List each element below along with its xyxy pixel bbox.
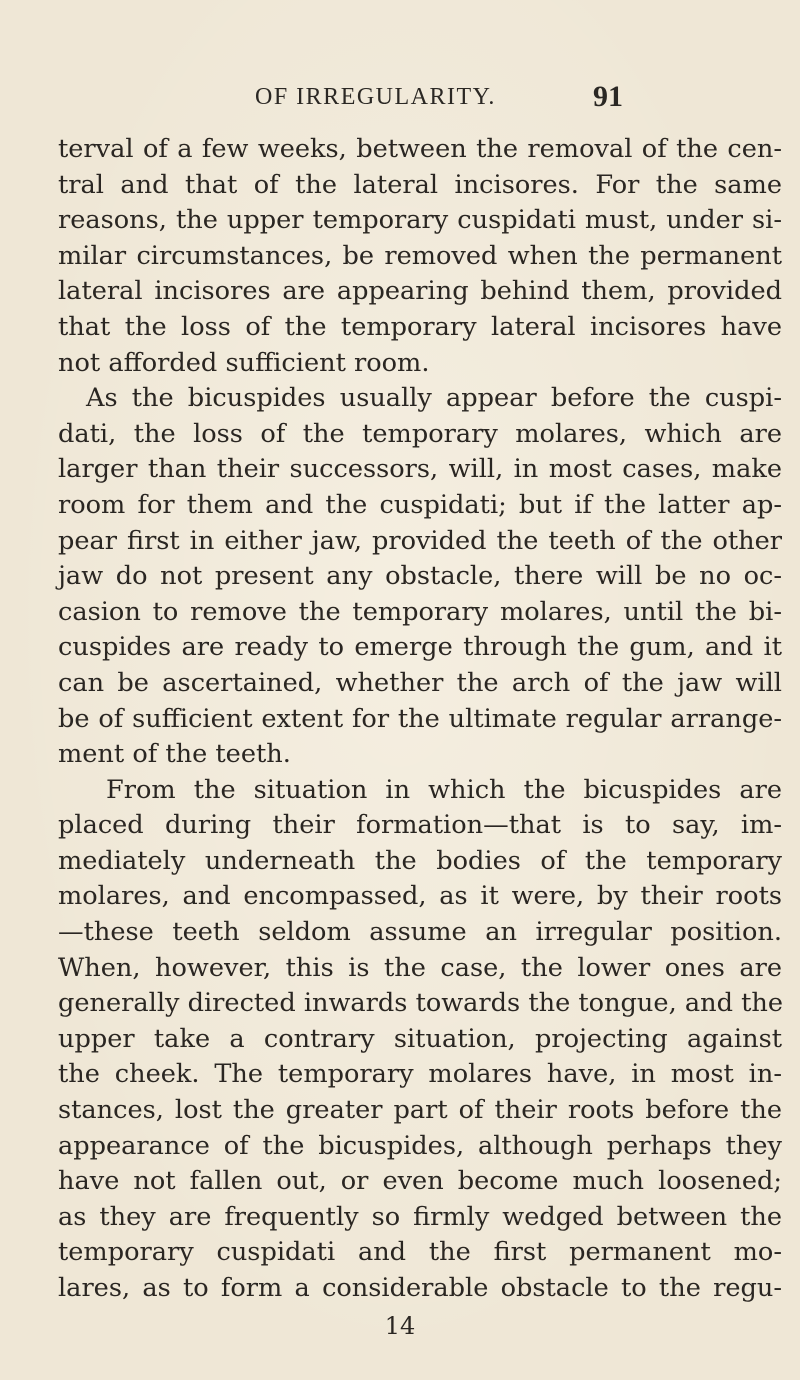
text-line: the cheek. The temporary molares have, in most in- bbox=[58, 1059, 782, 1090]
text-line: lares, as to form a considerable obstacle to the regu- bbox=[58, 1273, 782, 1303]
text-line: mediately underneath the bodies of the temporary bbox=[58, 845, 782, 876]
page-number: 91 bbox=[593, 80, 623, 113]
text-line: lateral incisores are appearing behind them, provided bbox=[58, 276, 782, 307]
text-line: terval of a few weeks, between the removal of the cen- bbox=[58, 134, 782, 164]
text-line: From the situation in which the bicuspides are bbox=[106, 774, 782, 805]
text-line: molares, and encompassed, as it were, by their roots bbox=[58, 881, 782, 912]
text-line: milar circumstances, be removed when the permanent bbox=[58, 240, 782, 271]
running-title: OF IRREGULARITY. bbox=[255, 84, 496, 110]
text-line: reasons, the upper temporary cuspidati must, under si- bbox=[58, 205, 782, 236]
text-line: jaw do not present any obstacle, there will be no oc- bbox=[58, 561, 782, 592]
text-line: ment of the teeth. bbox=[58, 739, 291, 770]
text-line: larger than their successors, will, in most cases, make bbox=[58, 454, 782, 485]
text-line: upper take a contrary situation, projecting against bbox=[58, 1023, 782, 1054]
text-line: be of sufficient extent for the ultimate regular arrange- bbox=[58, 703, 782, 734]
text-line: that the loss of the temporary lateral incisores have bbox=[58, 311, 782, 342]
text-line: generally directed inwards towards the tongue, and the bbox=[58, 988, 784, 1019]
text-line: as they are frequently so firmly wedged between the bbox=[58, 1201, 782, 1232]
text-line: —these teeth seldom assume an irregular position. bbox=[58, 917, 782, 948]
text-line: dati, the loss of the temporary molares, which are bbox=[58, 418, 782, 449]
text-line: appearance of the bicuspides, although perhaps they bbox=[58, 1130, 782, 1161]
text-line: casion to remove the temporary molares, until the bi- bbox=[58, 596, 782, 627]
text-line: have not fallen out, or even become much loosened; bbox=[58, 1166, 782, 1197]
text-line: temporary cuspidati and the first permanent mo- bbox=[58, 1237, 782, 1268]
text-line: room for them and the cuspidati; but if the latter ap- bbox=[58, 489, 782, 520]
text-line: not afforded sufficient room. bbox=[58, 347, 430, 378]
text-line: When, however, this is the case, the lower ones are bbox=[58, 952, 782, 983]
running-head bbox=[60, 80, 760, 120]
text-line: tral and that of the lateral incisores. For the same bbox=[58, 169, 782, 200]
signature-mark: 14 bbox=[384, 1312, 416, 1340]
body-text bbox=[58, 132, 782, 1307]
text-line: pear first in either jaw, provided the teeth of the other bbox=[58, 525, 782, 556]
text-line: placed during their formation—that is to say, im- bbox=[58, 810, 782, 841]
text-line: cuspides are ready to emerge through the gum, and it bbox=[58, 632, 782, 663]
text-line: can be ascertained, whether the arch of the jaw will bbox=[58, 667, 782, 698]
text-line: stances, lost the greater part of their roots before the bbox=[58, 1095, 782, 1126]
text-line: As the bicuspides usually appear before the cuspi- bbox=[86, 383, 782, 414]
